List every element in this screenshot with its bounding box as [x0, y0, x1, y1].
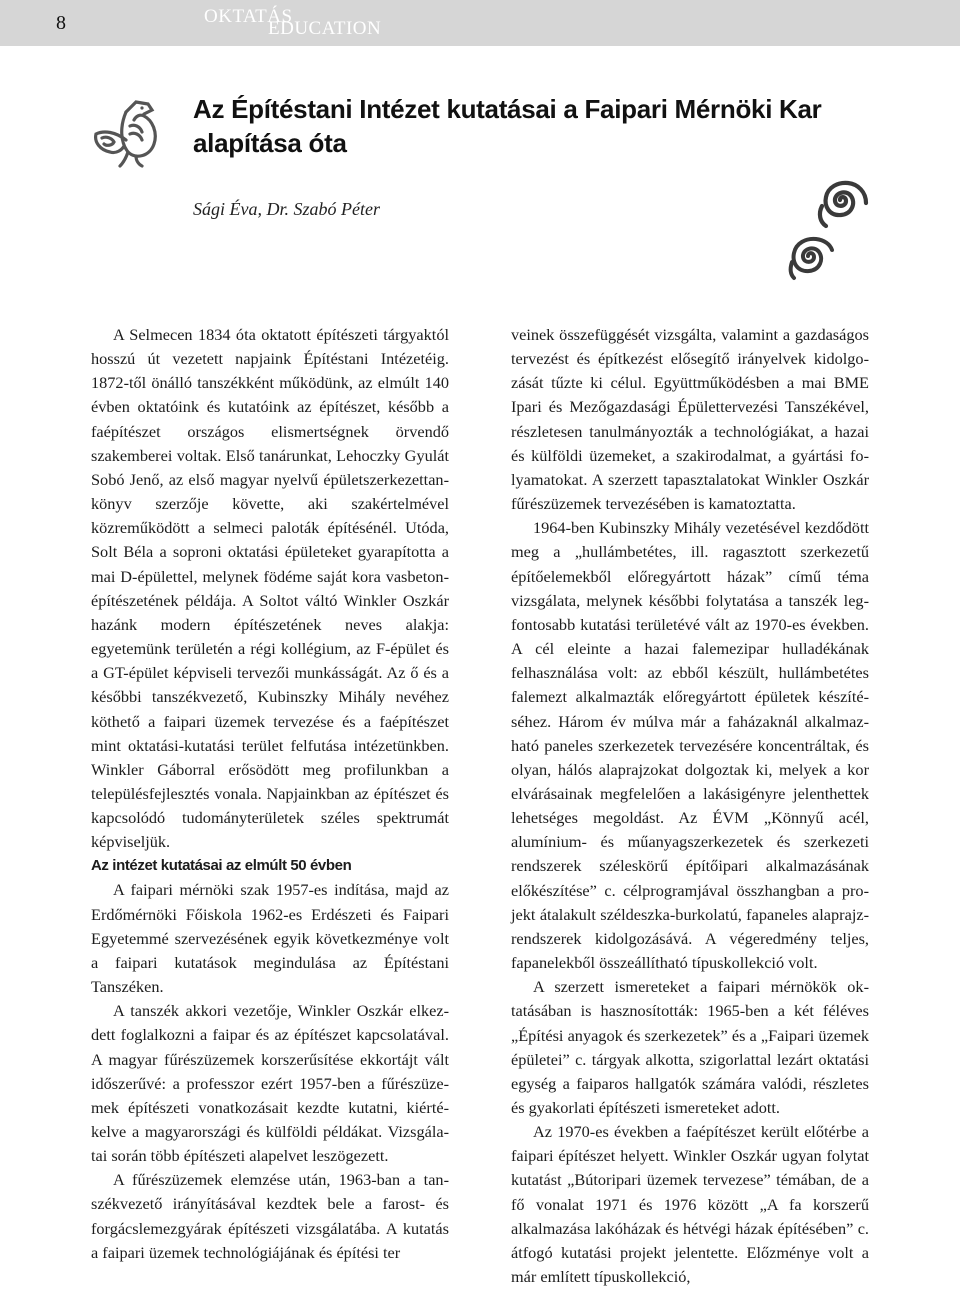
- paragraph: A faipari mérnöki szak 1957-es indítása, majd az Erdőmérnöki Főiskola 1962-es Erdészeti és Faipari Egyetemmé szervezésének egyik következménye volt a faipari kutatások megindulása az Építéstani Tanszéken.: [91, 880, 449, 997]
- left-column: [91, 323, 449, 1265]
- bird-ornament-icon: [90, 96, 170, 170]
- page-number: 8: [56, 12, 66, 34]
- paragraph: Az 1970-es években a faépítészet került előtérbe a faipari építészet helyett. Winkler Oszkár ugyan folytat kutatást „Bútoripari üzemek tervezese” témában, de a fő vonalat 1971 és 1976 között „A fa korszerű alkalmazása lakóházak és hétvégi házak építésében” c. átfogó kutatási projekt jelentette. Előzménye volt a már említett típuskollekció,: [511, 1122, 869, 1287]
- paragraph: A tanszék akkori vezetője, Winkler Oszkár elkezdett foglalkozni a faipar és az építészet kapcsolatával. A magyar fűrészüzemek korszerűsítése ekkortájt vált időszerűvé: a professzor ezért 1957-ben a fűrészüzemek építészeti vonatkozásait kezdte kutatni, kiértékelve a magyarországi és külföldi példákat. Vizsgálatai során több építészeti alapelvet leszögezett.: [91, 1001, 449, 1166]
- header-section: OKTATÁS: [204, 6, 293, 27]
- paragraph: A fűrészüzemek elemzése után, 1963-ban a tanszékvezető irányításával kezdtek bele a farost- és forgácslemezgyárak építészeti vizsgálatába. A kutatás a faipari üzemek technológiájának és építési ter: [91, 1170, 449, 1262]
- article-title: Az Építéstani Intézet kutatásai a Faipari Mérnöki Kar alapítása óta: [193, 94, 822, 158]
- spiral-ornament-icon: [808, 170, 872, 232]
- paragraph: 1964-ben Kubinszky Mihály vezetésével kezdődött meg a „hullámbetétes, ill. ragasztott szerkezetű építőelemekből előregyártott házak” című téma vizsgálata, melynek későbbi folytatása a tanszék legfontosabb kutatási területévé vált az 1970-es években. A cél eleinte a hazai falemezipar hulladékának felhasználása volt: az ebből készült, hullámbetétes falemezt alkalmazták előregyártott épületek készítéséhez. Három év múlva már a faházaknál alkalmazható paneles szerkezetek tervezésére koncentráltak, és olyan, hálós alaprajzokat dolgoztak ki, melyek a kor elvárásainak megfelelően a lakásigényre jelenthettek lehetséges megoldást. Az ÉVM „Könnyű acél, alumínium- és műanyagszerkezetek és szerkezeti rendszerek széleskörű építőipari alkalmazásának előkészítése” c. célprogramjával összhangban a projekt átalakult széldeszka-burkolatú, fapaneles alaprajz-rendszerek kidolgozásává. A végeredmény teljes, fapanelekből összeállítható típuskollekció volt.: [511, 518, 869, 973]
- paragraph: A Selmecen 1834 óta oktatott építészeti tárgyaktól hosszú út vezetett napjaink Építéstani Intézetéig. 1872-től önálló tanszékként működünk, az elmúlt 140 évben oktatóink és kutatóink az építészet, később a faépítészet országos elismertségnek örvendő szakemberei voltak. Első tanárunkat, Lehoczky Gyulát Sobó Jenő, az első magyar nyelvű épületszerkezettan-könyv szerzője követte, aki szakértelmével közreműködött a selmeci paloták építésénél. Utóda, Solt Béla a soproni oktatási épületeket gyarapította a mai D-épülettel, melynek födéme saját kora vasbeton-építészetének példája. A Soltot váltó Winkler Oszkár hazánk modern építészetének neves alakja: egyetemünk területén a régi kollégium, az F-épület és a GT-épület képviseli tervezői munkásságát. Az ő és a későbbi tanszékvezető, Kubinszky Mihály nevéhez köthető a faipari üzemek tervezése és a faépítészet mint oktatási-kutatási terület felfutása intézetünkben. Winkler Gáborral erősödött meg profilunkban a településfejlesztés vonala. Napjainkban az építészet és kapcsolódó tudományterületek széles spektrumát képviseljük.: [91, 325, 449, 852]
- right-column: [511, 323, 869, 1289]
- paragraph: A szerzett ismereteket a faipari mérnökök oktatásában is hasznosították: 1965-ben a két féléves „Építési anyagok és szerkezetek” és a „Faipari üzemek épületei” c. tárgyak alkotta, szigorlattal lezárt oktatási egység a faiparos hallgatók számára valódi, részletes és gyakorlati építészeti ismereteket adott.: [511, 977, 869, 1117]
- article-authors: Sági Éva, Dr. Szabó Péter: [193, 199, 380, 219]
- paragraph: veinek összefüggését vizsgálta, valamint a gazdaságos tervezést és építkezést elősegítő irányelvek kidolgozását tűzte ki célul. Együttműködésben a mai BME Ipari és Mezőgazdasági Épülettervezési Tanszékével, részletesen tanulmányozták a technológiákat, a hazai és külföldi üzemeket, a szakirodalmat, a gyártási folyamatokat. A szerzett tapasztalatokat Winkler Oszkár fűrészüzemek tervezésében is kamatoztatta.: [511, 325, 869, 514]
- section-heading: Az intézet kutatásai az elmúlt 50 évben: [91, 857, 352, 875]
- spiral-ornament-icon: [782, 228, 838, 282]
- header-bar: [0, 0, 960, 46]
- header-subsection: EDUCATION: [268, 18, 382, 39]
